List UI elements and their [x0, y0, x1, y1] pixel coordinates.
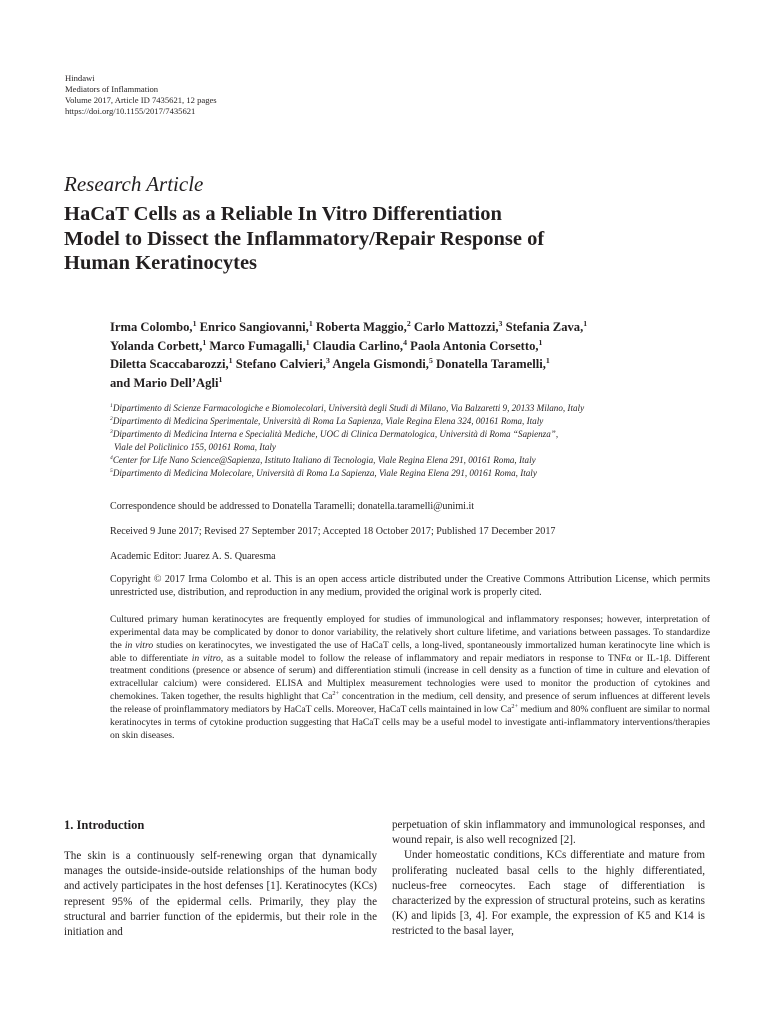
author: Claudia Carlino,$^4$	[312, 337, 407, 353]
article-title	[64, 202, 704, 276]
author: Enrico Sangiovanni,$^1$	[199, 318, 313, 334]
affiliation-marker: 1	[202, 337, 207, 347]
author: Yolanda Corbett,$^1$	[110, 337, 207, 353]
author: Roberta Maggio,$^2$	[315, 318, 411, 334]
affiliation-continuation: Viale del Policlinico 155, 00161 Roma, Italy	[114, 442, 276, 453]
affiliation: $^2$Dipartimento di Medicina Sperimentale, Università di Roma La Sapienza, Viale Regina Elena 324, 00161 Roma, Italy	[110, 416, 544, 427]
affiliation-marker: 1	[305, 337, 310, 347]
volume-info: Volume 2017, Article ID 7435621, 12 pages	[65, 95, 217, 105]
affiliation-marker: 3	[498, 318, 503, 328]
title-line: HaCaT Cells as a Reliable In Vitro Differentiation	[64, 203, 502, 225]
affiliation-marker: 3	[325, 356, 330, 365]
author-line	[110, 337, 710, 356]
section-heading: 1. Introduction	[64, 818, 145, 832]
affiliation-marker: 1	[218, 374, 223, 384]
author: Stefania Zava,$^1$	[505, 318, 588, 334]
affiliation: $^1$Dipartimento di Scienze Farmacologiche e Biomolecolari, Università degli Studi di Milano, Via Balzaretti 9, 20133 Milano, Italy	[110, 402, 585, 413]
paragraph: The skin is a continuously self-renewing organ that dynamically manages the outside-inside-outside relationships of the human body and actively participates in the host defenses [1]. Keratinocytes (KCs) represent 95% of the epidermal cells. Primarily, they play the structural and barrier function of the epidermis, but their role in the initiation and	[64, 850, 377, 939]
affiliation-list	[110, 402, 730, 481]
affiliation-marker: 1	[192, 318, 197, 328]
author-line	[110, 374, 710, 393]
correspondence: Correspondence should be addressed to Donatella Taramelli; donatella.taramelli@unimi.it	[110, 501, 475, 512]
affiliation-marker: 5	[428, 356, 433, 365]
author: and Mario Dell’Agli$^1$	[110, 374, 223, 390]
affiliation-marker: 1	[228, 356, 233, 365]
body-column-right	[392, 818, 705, 940]
affiliation: $^4$Center for Life Nano Science@Sapienza, Istituto Italiano di Tecnologia, Viale Regina Elena 291, 00161 Roma, Italy	[110, 455, 536, 466]
journal-name: Mediators of Inflammation	[65, 84, 159, 94]
academic-editor: Academic Editor: Juarez A. S. Quaresma	[110, 551, 276, 562]
affiliation: $^3$Dipartimento di Medicina Interna e Specialità Mediche, UOC di Clinica Dermatologica, Università di Roma “Sapienza”,	[110, 429, 559, 440]
author-line	[110, 355, 710, 374]
affiliation-marker: 1	[583, 318, 588, 328]
paragraph: perpetuation of skin inflammatory and immunological responses, and wound repair, is also well recognized [2].	[392, 819, 705, 847]
copyright-notice: Copyright © 2017 Irma Colombo et al. This is an open access article distributed under the Creative Commons Attribution License, which permits unrestricted use, distribution, and reproduction in any medium, provided the original work is properly cited.	[110, 574, 710, 598]
paragraph: Under homeostatic conditions, KCs differentiate and mature from proliferating nucleated basal cells to the highly differentiated, nucleus-free corneocytes. Each stage of differentiation is characterized by the expression of structural proteins, such as keratins (K) and lipids [3, 4]. For example, the expression of K5 and K14 is restricted to the basal layer,	[392, 849, 705, 938]
author: Carlo Mattozzi,$^3$	[413, 318, 503, 334]
affiliation-marker: 4	[403, 337, 407, 347]
email-link[interactable]: donatella.taramelli@unimi.it	[357, 501, 475, 512]
author: Paola Antonia Corsetto,$^1$	[410, 337, 543, 353]
affiliation-marker: 1	[545, 356, 550, 365]
author: Diletta Scaccabarozzi,$^1$	[110, 356, 233, 372]
author: Irma Colombo,$^1$	[110, 318, 197, 334]
affiliation-marker: 1	[308, 318, 313, 328]
author: Donatella Taramelli,$^1$	[436, 356, 550, 372]
author: Angela Gismondi,$^5$	[332, 356, 433, 372]
affiliation: $^5$Dipartimento di Medicina Molecolare, Università di Roma La Sapienza, Viale Regina Elena 291, 00161 Roma, Italy	[110, 468, 537, 479]
author-line	[110, 318, 710, 337]
author: Stefano Calvieri,$^3$	[235, 356, 330, 372]
body-column-left	[64, 818, 377, 940]
author-list	[110, 318, 710, 392]
publisher: Hindawi	[65, 73, 95, 83]
affiliation-marker: 1	[538, 337, 543, 347]
title-line: Human Keratinocytes	[64, 252, 258, 274]
doi-link[interactable]: https://doi.org/10.1155/2017/7435621	[65, 106, 196, 116]
title-line: Model to Dissect the Inflammatory/Repair Response of	[64, 227, 545, 250]
author: Marco Fumagalli,$^1$	[209, 337, 310, 353]
abstract: Cultured primary human keratinocytes are frequently employed for studies of immunological and inflammatory responses; however, interpretation of experimental data may be complicated by donor to donor variability, the relatively short culture lifetime, and variations between passages. To standardize the in vitro studies on keratinocytes, we investigated the use of HaCaT cells, a long-lived, spontaneously immortalized human keratinocyte line which is able to differentiate in vitro, as a suitable model to follow the release of inflammatory and repair mediators in response to TNFα or IL-1β. Different treatment conditions (presence or absence of serum) and differentiation stimuli (increase in cell density as a function of time in culture and elevation of extracellular calcium) were considered. ELISA and Multiplex measurement technologies were used to monitor the production of cytokines and chemokines. Taken together, the results highlight that $Ca^{2+}$ concentration in the medium, cell density, and presence of serum influences at different levels the release of proinflammatory mediators by HaCaT cells. Moreover, HaCaT cells maintained in low $Ca^{2+}$ medium and 80% confluent are similar to normal keratinocytes in terms of cytokine production suggesting that HaCaT cells may be a useful model to investigate anti-inflammatory interventions/therapies on skin diseases.	[110, 614, 711, 741]
journal-header	[65, 73, 217, 117]
affiliation-marker: 2	[406, 318, 411, 328]
publication-dates: Received 9 June 2017; Revised 27 September 2017; Accepted 18 October 2017; Published 17 December 2017	[110, 526, 556, 537]
article-category: Research Article	[64, 172, 204, 196]
